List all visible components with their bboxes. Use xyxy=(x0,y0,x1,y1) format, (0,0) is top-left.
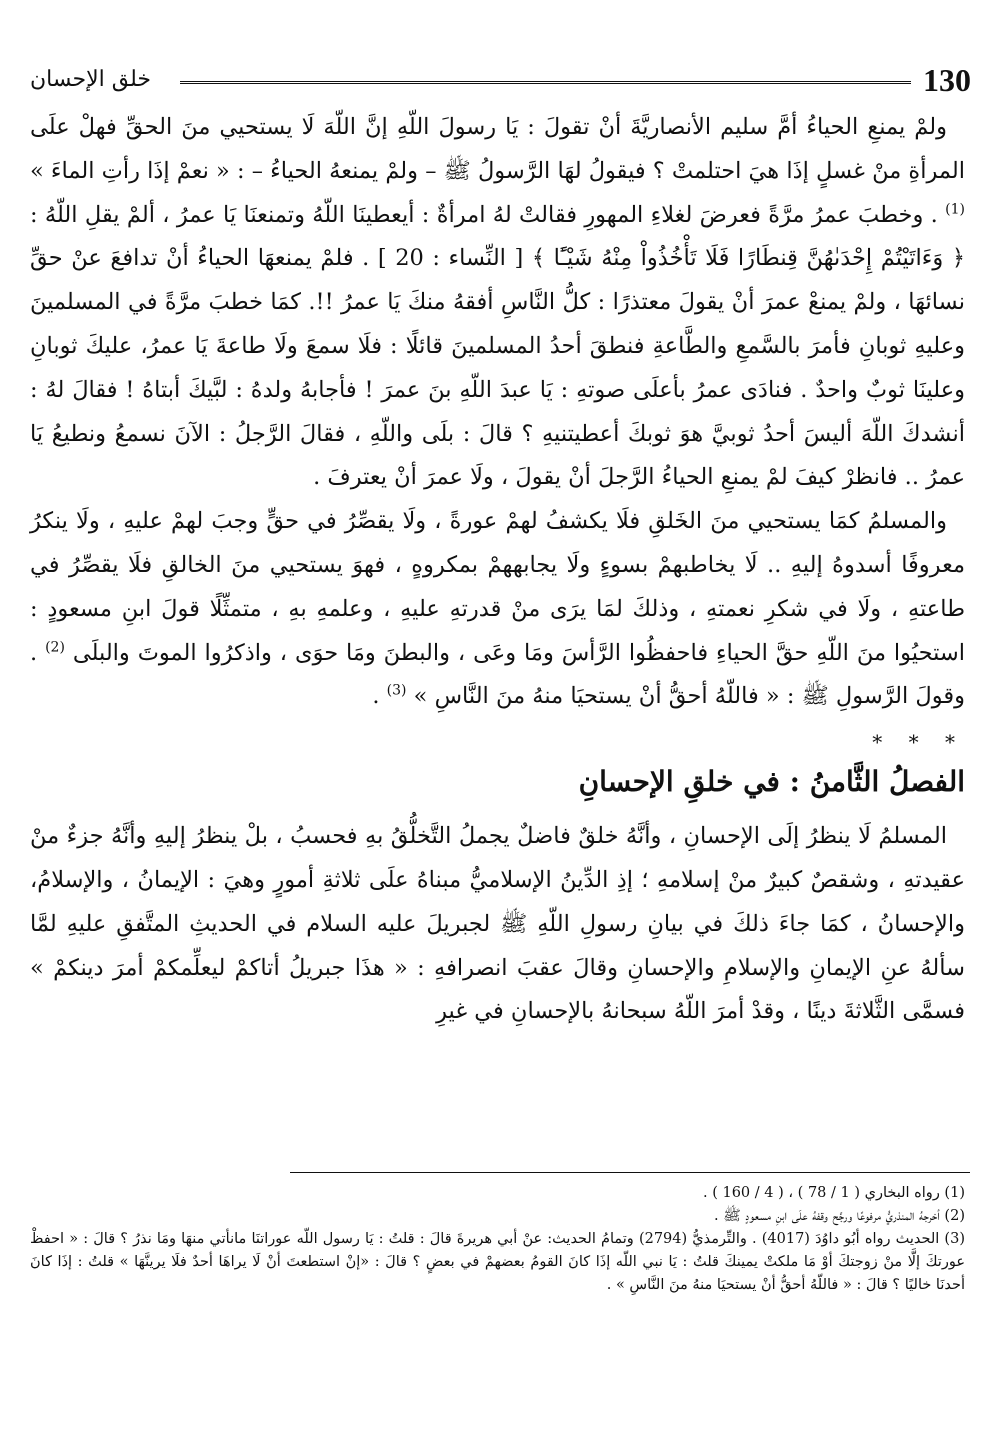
body-text xyxy=(30,106,965,1034)
quran-verse: ﴿ وَءَاتَيْتُمْ إِحْدَىٰهُنَّ قِنطَارًا فَلَا تَأْخُذُواْ مِنْهُ شَيْـًٔا ﴾ xyxy=(531,245,965,272)
footnote-ref-2: (2) xyxy=(45,639,65,656)
paragraph-1 xyxy=(30,106,965,500)
footnote-ref-1: (1) xyxy=(945,201,966,218)
paragraph-text: . وقولَ الرَّسولِ ﷺ : « فاللّهُ أحقُّ أنْ يستحيَا منهُ منَ النَّاسِ » xyxy=(30,639,965,710)
paragraph-text: . xyxy=(372,683,380,710)
page-header xyxy=(30,60,971,100)
footnote-2: (2) أخرجهُ المنذريُّ مرفوعًا ورجَّح وقفهُ علَى ابنِ مسعودٍ ﷺ . xyxy=(714,1208,965,1224)
footnote-1: (1) رواه البخاري ( 1 / 78 ) ، ( 4 / 160 ) . xyxy=(703,1185,965,1201)
paragraph-2 xyxy=(30,500,965,719)
footnotes xyxy=(30,1182,965,1297)
chapter-title: الفصلُ الثَّامنُ : في خلقِ الإحسانِ xyxy=(578,765,965,799)
footnote-rule xyxy=(290,1172,970,1173)
paragraph-text: ولمْ يمنعِ الحياءُ أمَّ سليم الأنصاريَّةَ أنْ تقولَ : يَا رسولَ اللّهِ إنَّ اللّهَ لَا يستحيي منَ الحقِّ فهلْ علَى المرأةِ منْ غسلٍ إذَا هيَ احتلمتْ ؟ فيقولُ لهَا الرَّسولُ ﷺ – ولمْ يمنعهُ الحياءُ – : « نعمْ إذَا رأتِ الماءَ » xyxy=(30,114,965,184)
header-rule xyxy=(180,81,911,84)
paragraph-text: فلمْ يمنعهَا الحياءُ أنْ تدافعَ عنْ حقِّ نسائهَا ، ولمْ يمنعْ عمرَ أنْ يقولَ معتذرًا : كلُّ النَّاسِ أفقهُ منكَ يَا عمرُ !!. كمَا خطبَ مرَّةً في المسلمينَ وعليهِ ثوبانِ فأمرَ بالسَّمعِ والطَّاعةِ فنطقَ أحدُ المسلمينَ قائلًا : فلَا سمعَ ولَا طاعةَ يَا عمرُ، عليكَ ثوبانِ وعلينَا ثوبٌ واحدٌ . فنادَى عمرُ بأعلَى صوتهِ : يَا عبدَ اللّهِ بنَ عمرَ ! فأجابهُ ولدهُ : لبَّيكَ أبتاهُ ! فقالَ لهُ : أنشدكَ اللّهَ أليسَ أحدُ ثوبيَّ هوَ ثوبكَ أعطيتنيهِ ؟ قالَ : بلَى واللّهِ ، فقالَ الرَّجلُ : الآنَ نسمعُ ونطيعُ يَا عمرُ .. فانظرْ كيفَ لمْ يمنعِ الحياءُ الرَّجلَ أنْ يقولَ ، ولَا عمرَ أنْ يعترفَ . xyxy=(30,245,965,491)
footnote-ref-3: (3) xyxy=(386,682,407,699)
page-number: 130 xyxy=(923,62,971,98)
paragraph-text: المسلمُ لَا ينظرُ إلَى الإحسانِ ، وأنَّهُ خلقٌ فاضلٌ يجملُ التَّخلُّقُ بهِ فحسبُ ، بلْ ينظرُ إليهِ وأنَّهُ جزءٌ منْ عقيدتهِ ، وشقصٌ كبيرٌ منْ إسلامهِ ؛ إذِ الدِّينُ الإسلاميُّ مبناهُ علَى ثلاثةِ أمورٍ وهيَ : الإيمانُ ، والإسلامُ، والإحسانُ ، كمَا جاءَ ذلكَ في بيانِ رسولِ اللّهِ ﷺ لجبريلَ عليه السلام في الحديثِ المتَّفقِ عليهِ لمَّا سألهُ عنِ الإيمانِ والإسلامِ والإحسانِ وقالَ عقبَ انصرافهِ : « هذَا جبريلُ أتاكمْ ليعلِّمكمْ أمرَ دينكمْ » فسمَّى الثَّلاثةَ دينًا ، وقدْ أمرَ اللّهُ سبحانهُ بالإحسانِ في غيرِ xyxy=(30,823,965,1025)
paragraph-3 xyxy=(30,815,965,1034)
running-title: خلق الإحسان xyxy=(30,67,151,92)
footnote-3: (3) الحديث رواه أبُو داوُدَ (4017) . والتِّرمذيُّ (2794) وتمامُ الحديث: عنْ أبي هريرةَ قالَ : قلتُ : يَا رسول اللّه عوراتنَا مانأتي منهَا ومَا نذرُ ؟ قالَ : « احفظْ عورتكَ إلَّا منْ زوجتكَ أوْ مَا ملكتْ يمينكَ قلتُ : يَا نبي اللّه إذَا كانَ القومُ بعضهمْ في بعضٍ ؟ قالَ : «إنْ استطعتَ أنْ لَا يراهَا أحدٌ فلَا يرينَّهَا » قلتُ : إذَا كانَ أحدنَا خاليًا ؟ قالَ : « فاللّهُ أحقُّ أنْ يستحيَا منهُ منَ النَّاسِ » . xyxy=(30,1231,965,1293)
paragraph-text: . وخطبَ عمرُ مرَّةً فعرضَ لغلاءِ المهورِ فقالتْ لهُ امرأةٌ : أيعطينَا اللّهُ وتمنعنَا يَا عمرُ ، ألمْ يقلِ اللّهُ : xyxy=(30,201,938,228)
section-separator: * * * xyxy=(872,730,965,755)
quran-reference: [ النِّساء : 20 ] . xyxy=(362,245,524,272)
paragraph-text: والمسلمُ كمَا يستحيي منَ الخَلقِ فلَا يكشفُ لهمْ عورةً ، ولَا يقصِّرُ في حقٍّ وجبَ لهمْ عليهِ ، ولَا ينكرُ معروفًا أسدوهُ إليهِ .. لَا يخاطبهمْ بسوءٍ ولَا يجابههمْ بمكروهٍ ، فهوَ يستحيي منَ الخالقِ فلَا يقصِّرُ في طاعتهِ ، ولَا في شكرِ نعمتهِ ، وذلكَ لمَا يرَى منْ قدرتهِ عليهِ ، وعلمهِ بهِ ، متمثِّلًا قولَ ابنِ مسعودٍ : استحيُوا منَ اللّهِ حقَّ الحياءِ فاحفظُوا الرَّأسَ ومَا وعَى ، والبطنَ ومَا حوَى ، واذكرُوا الموتَ والبلَى xyxy=(30,508,965,666)
